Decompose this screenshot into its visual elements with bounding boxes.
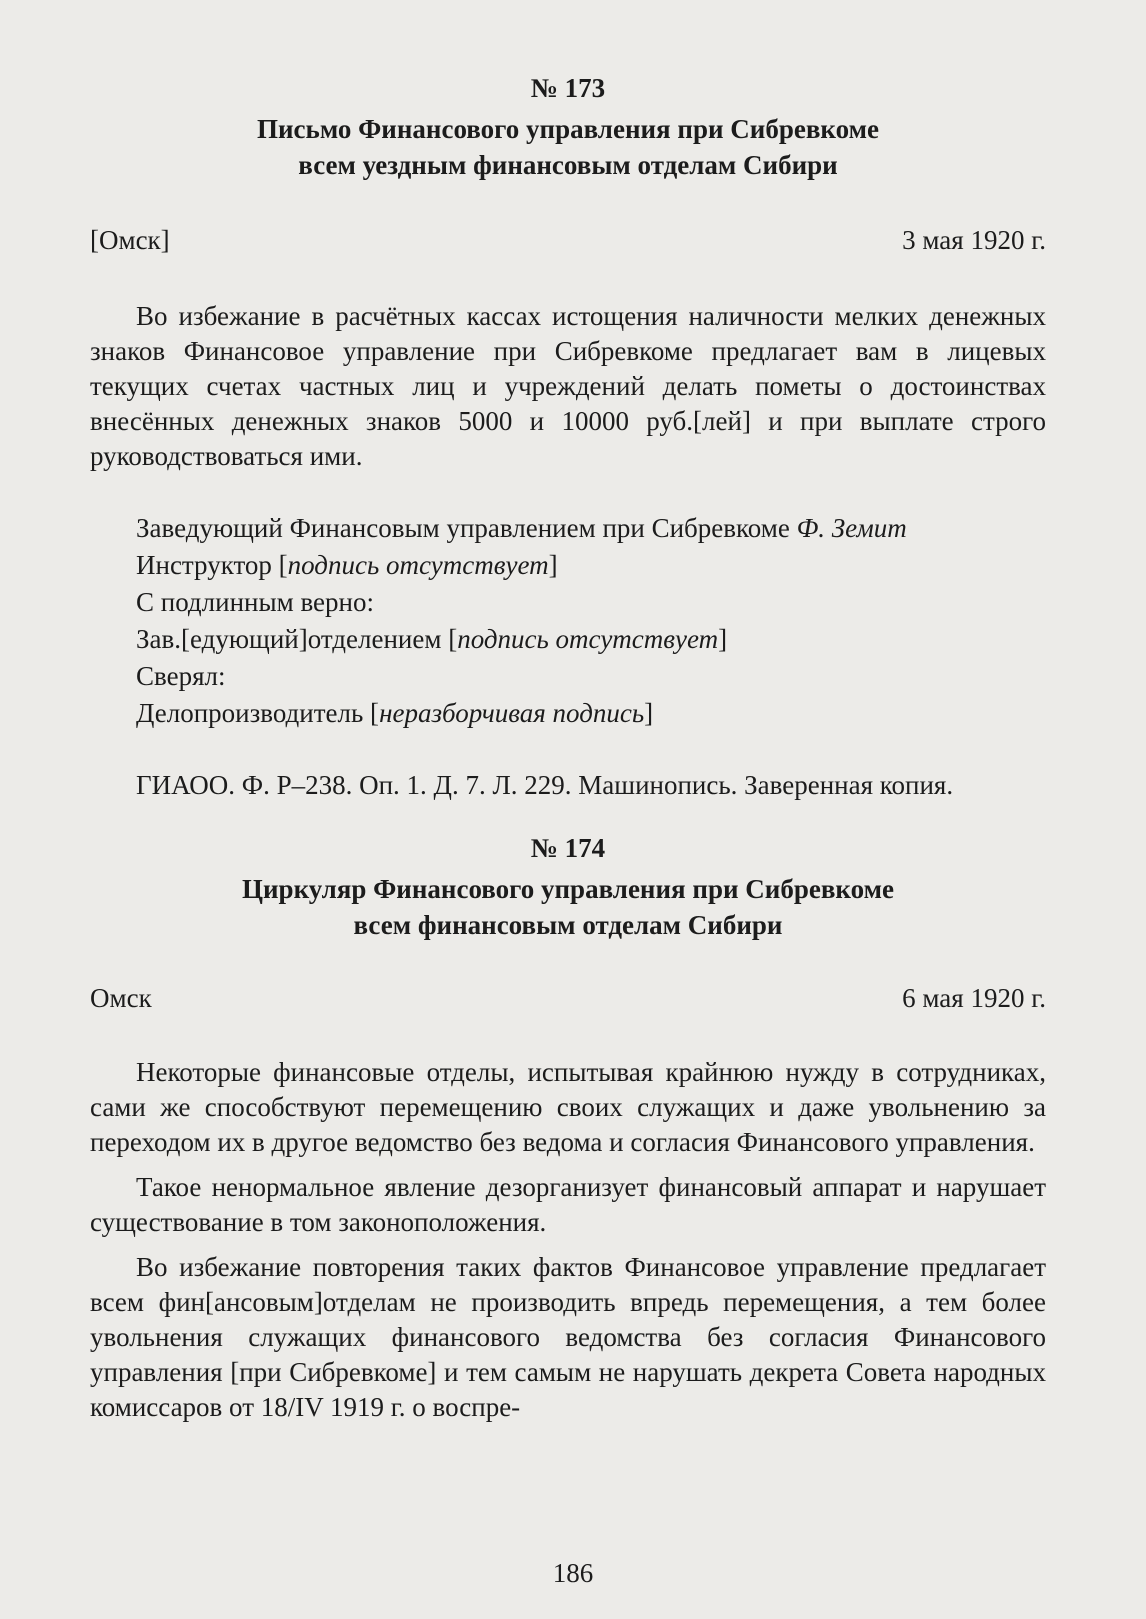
doc-173-place-date (90, 223, 1046, 257)
signature-clerk-note: неразборчивая подпись (379, 698, 645, 728)
signature-clerk-label: Делопроизводитель [ (136, 698, 380, 728)
doc-173-title-line1: Письмо Финансового управления при Сибревкоме (257, 114, 879, 144)
doc-173-archive-reference: ГИАОО. Ф. Р–238. Оп. 1. Д. 7. Л. 229. Машинопись. Заверенная копия. (136, 770, 954, 800)
doc-174-place: Омск (90, 983, 152, 1013)
signature-head (90, 510, 1046, 547)
signature-verified: Сверял: (136, 661, 226, 691)
doc-174-paragraph-1: Некоторые финансовые отделы, испытывая крайнюю нужду в сотрудниках, сами же способствуют перемещению своих служащих и даже увольнению за переходом их в другое ведомство без ведома и согласия Финансового управления. (90, 1057, 1046, 1157)
signature-instructor-label: Инструктор [ (136, 550, 288, 580)
doc-174-paragraph-2: Такое ненормальное явление дезорганизует финансовый аппарат и нарушает существование в том законоположения. (90, 1172, 1046, 1237)
doc-174-number: № 174 (530, 833, 606, 863)
doc-173-body: Во избежание в расчётных кассах истощения наличности мелких денежных знаков Финансовое управление при Сибревкоме предлагает вам в лицевых текущих счетах частных лиц и учреждений делать пометы о достоинствах внесённых денежных знаков 5000 и 10000 руб.[лей] и при выплате строго руководствоваться ими. (90, 301, 1046, 471)
signature-head-name: Ф. Земит (796, 513, 907, 543)
doc-174-title-line2: всем финансовым отделам Сибири (353, 910, 783, 940)
doc-174-paragraph-3: Во избежание повторения таких фактов Финансовое управление предлагает всем фин[ансовым]отделам не производить впредь перемещения, а тем более увольнения служащих финансового ведомства без согласия Финансового управления [при Сибревкоме] и тем самым не нарушать декрета Совета народных комиссаров от 18/IV 1919 г. о воспре- (90, 1252, 1046, 1422)
doc-173-number: № 173 (530, 73, 606, 103)
signature-department-head-label: Зав.[едующий]отделением [ (136, 624, 458, 654)
signature-certified: С подлинным верно: (136, 587, 374, 617)
signature-clerk-bracket: ] (644, 698, 654, 728)
signature-department-head (90, 621, 1046, 658)
page-number: 186 (552, 1558, 594, 1588)
doc-173-date: 3 мая 1920 г. (902, 225, 1046, 255)
doc-174-place-date (90, 981, 1046, 1015)
signature-instructor (90, 547, 1046, 584)
document-173 (90, 72, 1046, 802)
doc-173-place: [Омск] (90, 225, 170, 255)
document-174 (90, 832, 1046, 1425)
doc-173-signatures (90, 510, 1046, 732)
doc-174-date: 6 мая 1920 г. (902, 983, 1046, 1013)
signature-head-title: Заведующий Финансовым управлением при Сибревкоме (136, 513, 797, 543)
signature-clerk (90, 695, 1046, 732)
signature-instructor-bracket: ] (548, 550, 558, 580)
signature-department-head-note: подпись отсутствует (457, 624, 719, 654)
signature-instructor-note: подпись отсутствует (287, 550, 549, 580)
signature-department-head-bracket: ] (718, 624, 728, 654)
doc-173-title-line2: всем уездным финансовым отделам Сибири (298, 150, 838, 180)
doc-174-title-line1: Циркуляр Финансового управления при Сибревкоме (242, 874, 894, 904)
